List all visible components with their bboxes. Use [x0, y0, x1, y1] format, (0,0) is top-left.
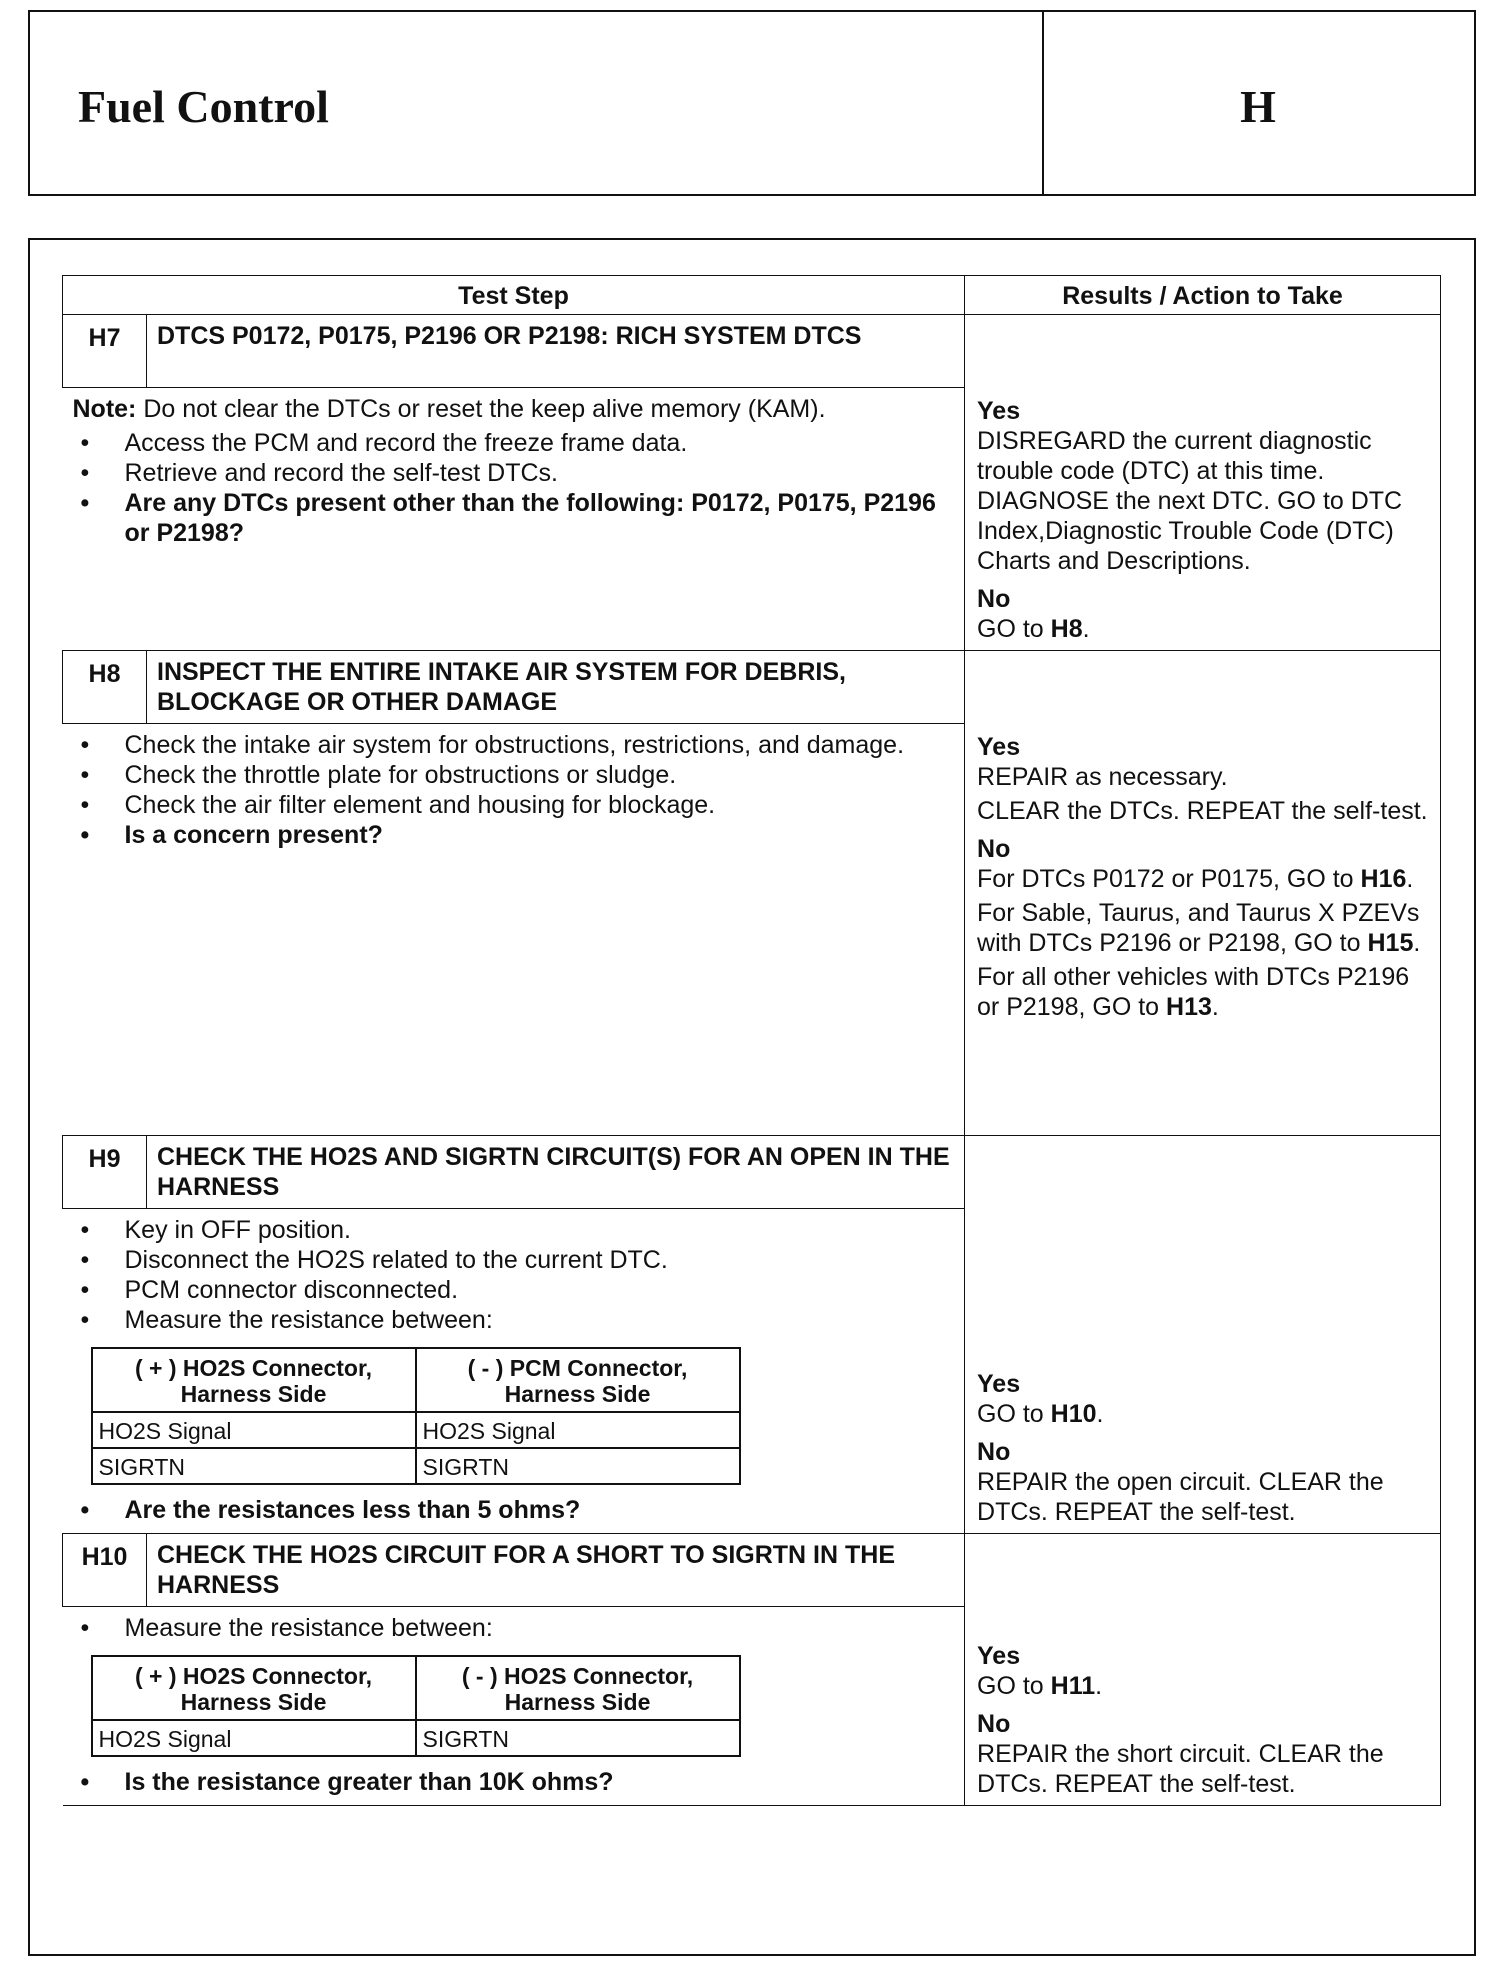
- yes-text-2: CLEAR the DTCs. REPEAT the self-test.: [977, 796, 1428, 825]
- yes-text: DISREGARD the current diagnostic trouble code (DTC) at this time. DIAGNOSE the next DTC. GO to DTC Index,Diagnostic Trouble Code (DTC) Charts and Descriptions.: [977, 426, 1403, 575]
- step-h8-heading-row: [63, 651, 1441, 724]
- connector-col-2: ( - ) PCM Connector, Harness Side: [416, 1348, 740, 1412]
- step-body: [63, 1209, 965, 1534]
- step-h7-body-row: [63, 388, 1441, 651]
- period: .: [1096, 1400, 1104, 1428]
- step-heading: CHECK THE HO2S CIRCUIT FOR A SHORT TO SIGRTN IN THE HARNESS: [147, 1534, 965, 1607]
- goto-step-ref: H15: [1367, 928, 1414, 957]
- step-bullets: [73, 1613, 955, 1643]
- no-label: No: [977, 834, 1011, 863]
- results-header: Results / Action to Take: [965, 276, 1441, 315]
- no-text-lead: For DTCs P0172 or P0175, GO to: [977, 864, 1361, 893]
- no-text: [977, 614, 1434, 644]
- step-question-list: [73, 1767, 955, 1797]
- yes-label: Yes: [977, 1370, 1021, 1398]
- list-item: • Check the air filter element and housing for blockage.: [73, 790, 955, 820]
- page-title: Fuel Control: [78, 81, 329, 132]
- goto-step-ref: H8: [1050, 614, 1083, 643]
- list-item: • Retrieve and record the self-test DTCs.: [73, 458, 955, 488]
- list-item: • Measure the resistance between:: [73, 1613, 955, 1643]
- table-header-row: [63, 276, 1441, 315]
- step-result-spacer: [965, 1136, 1441, 1209]
- test-step-header: Test Step: [63, 276, 965, 315]
- yes-text: REPAIR as necessary.: [977, 762, 1228, 791]
- goto-step-ref: H13: [1166, 992, 1212, 1021]
- no-label: No: [977, 584, 1011, 613]
- connector-col-1: ( + ) HO2S Connector, Harness Side: [92, 1656, 416, 1720]
- step-bullets: [73, 730, 955, 850]
- list-item: • Key in OFF position.: [73, 1215, 955, 1245]
- step-question: • Is a concern present?: [73, 820, 955, 850]
- yes-label: Yes: [977, 1642, 1021, 1670]
- goto-step-ref: H10: [1050, 1400, 1097, 1428]
- step-body: [63, 388, 965, 651]
- table-cell: HO2S Signal: [92, 1412, 416, 1448]
- list-item: • PCM connector disconnected.: [73, 1275, 955, 1305]
- step-body: [63, 724, 965, 1136]
- step-id: H7: [63, 315, 147, 388]
- yes-text: [977, 1671, 1434, 1701]
- table-cell: HO2S Signal: [416, 1412, 740, 1448]
- step-h9-body-row: [63, 1209, 1441, 1534]
- connector-table: [91, 1655, 741, 1757]
- connector-header-row: [92, 1656, 740, 1720]
- period: .: [1095, 1672, 1103, 1700]
- yes-text: [977, 1399, 1434, 1429]
- no-text: REPAIR the open circuit. CLEAR the DTCs. REPEAT the self-test.: [977, 1468, 1384, 1526]
- table-cell: SIGRTN: [416, 1448, 740, 1484]
- no-text: REPAIR the short circuit. CLEAR the DTCs. REPEAT the self-test.: [977, 1740, 1384, 1798]
- table-cell: SIGRTN: [92, 1448, 416, 1484]
- connector-col-2: ( - ) HO2S Connector, Harness Side: [416, 1656, 740, 1720]
- step-h10-body-row: [63, 1607, 1441, 1806]
- table-row: [92, 1448, 740, 1484]
- list-item: • Access the PCM and record the freeze frame data.: [73, 428, 955, 458]
- step-question: • Is the resistance greater than 10K ohms?: [73, 1767, 955, 1797]
- step-heading: CHECK THE HO2S AND SIGRTN CIRCUIT(S) FOR AN OPEN IN THE HARNESS: [147, 1136, 965, 1209]
- list-item: • Check the intake air system for obstructions, restrictions, and damage.: [73, 730, 955, 760]
- list-item: • Measure the resistance between:: [73, 1305, 955, 1335]
- goto-step-ref: H16: [1360, 864, 1407, 893]
- page-header: [28, 10, 1476, 196]
- period: .: [1406, 864, 1414, 893]
- period: .: [1211, 992, 1219, 1021]
- step-heading: DTCS P0172, P0175, P2196 OR P2198: RICH SYSTEM DTCS: [147, 315, 965, 388]
- step-result-spacer: [965, 1534, 1441, 1607]
- no-text-3: [977, 962, 1434, 1022]
- no-text-2: [977, 898, 1434, 958]
- section-letter: H: [1240, 81, 1276, 132]
- step-result-spacer: [965, 315, 1441, 388]
- period: .: [1082, 614, 1090, 643]
- step-bullets: [73, 1215, 955, 1335]
- step-question: • Are any DTCs present other than the following: P0172, P0175, P2196 or P2198?: [73, 488, 955, 548]
- table-row: [92, 1412, 740, 1448]
- connector-col-1: ( + ) HO2S Connector, Harness Side: [92, 1348, 416, 1412]
- step-result: [965, 1209, 1441, 1534]
- step-h7-heading-row: [63, 315, 1441, 388]
- note-label: Note:: [72, 395, 137, 423]
- goto-step-ref: H11: [1050, 1672, 1096, 1700]
- no-text-1: [977, 864, 1434, 894]
- connector-header-row: [92, 1348, 740, 1412]
- step-result-spacer: [965, 651, 1441, 724]
- diagnostic-table: [62, 275, 1441, 1806]
- note-text: Do not clear the DTCs or reset the keep alive memory (KAM).: [136, 395, 826, 423]
- table-cell: HO2S Signal: [92, 1720, 416, 1756]
- table-cell: SIGRTN: [416, 1720, 740, 1756]
- no-text-lead: GO to: [977, 614, 1051, 643]
- step-bullets: [73, 428, 955, 548]
- no-text-lead: For Sable, Taurus, and Taurus X PZEVs with DTCs P2196 or P2198, GO to: [977, 898, 1420, 957]
- step-id: H10: [63, 1534, 147, 1607]
- no-text-lead: For all other vehicles with DTCs P2196 or P2198, GO to: [977, 962, 1410, 1021]
- step-result: [965, 388, 1441, 651]
- step-result: [965, 724, 1441, 1136]
- step-heading: INSPECT THE ENTIRE INTAKE AIR SYSTEM FOR DEBRIS, BLOCKAGE OR OTHER DAMAGE: [147, 651, 965, 724]
- step-question-list: [73, 1495, 955, 1525]
- step-id: H8: [63, 651, 147, 724]
- step-h10-heading-row: [63, 1534, 1441, 1607]
- table-row: [92, 1720, 740, 1756]
- no-label: No: [977, 1438, 1011, 1466]
- step-h8-body-row: [63, 724, 1441, 1136]
- step-body: [63, 1607, 965, 1806]
- step-question: • Are the resistances less than 5 ohms?: [73, 1495, 955, 1525]
- yes-label: Yes: [977, 396, 1021, 425]
- step-id: H9: [63, 1136, 147, 1209]
- yes-text-lead: GO to: [977, 1400, 1051, 1428]
- note: [73, 394, 955, 424]
- yes-label: Yes: [977, 732, 1021, 761]
- step-result: [965, 1607, 1441, 1806]
- connector-table: [91, 1347, 741, 1485]
- yes-text-lead: GO to: [977, 1672, 1051, 1700]
- step-h9-heading-row: [63, 1136, 1441, 1209]
- no-label: No: [977, 1710, 1011, 1738]
- period: .: [1413, 928, 1421, 957]
- list-item: • Check the throttle plate for obstructions or sludge.: [73, 760, 955, 790]
- list-item: • Disconnect the HO2S related to the current DTC.: [73, 1245, 955, 1275]
